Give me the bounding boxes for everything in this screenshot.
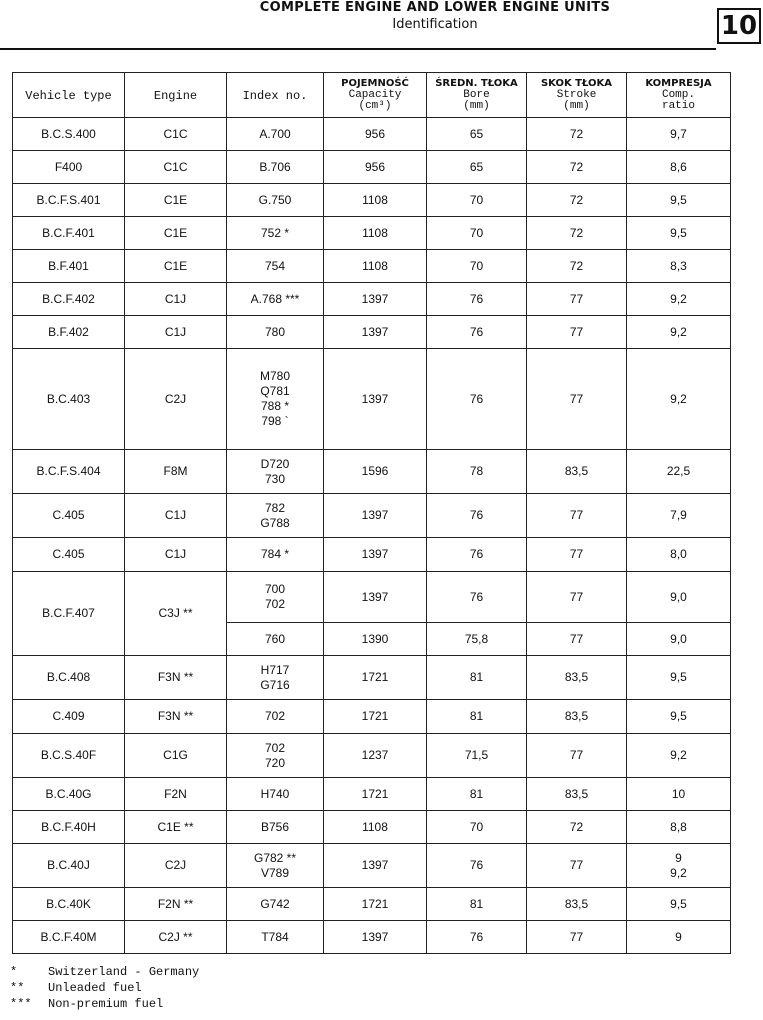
bore-cell: 76: [427, 538, 527, 572]
table-row: [13, 250, 731, 283]
index-no-cell-line: 752 *: [260, 225, 290, 240]
index-no-cell-line: A.700: [259, 126, 291, 141]
compression-ratio-cell-line: 9,2: [670, 291, 687, 306]
header-unit: (mm): [463, 100, 490, 112]
compression-ratio-cell: [627, 700, 731, 734]
capacity-cell: 1397: [324, 538, 427, 572]
index-no-cell: [227, 734, 324, 778]
engine-cell: C1J: [125, 316, 227, 349]
stroke-cell: 77: [527, 844, 627, 888]
capacity-cell: 1596: [324, 450, 427, 494]
index-no-cell-line: B756: [260, 819, 290, 834]
table-row: [13, 283, 731, 316]
compression-ratio-cell: [627, 921, 731, 954]
engine-cell: C1J: [125, 283, 227, 316]
bore-cell: 70: [427, 811, 527, 844]
header-vehicle-type: [13, 73, 125, 118]
stroke-cell: 72: [527, 811, 627, 844]
capacity-cell: 1721: [324, 888, 427, 921]
capacity-cell: 1237: [324, 734, 427, 778]
compression-ratio-cell-line: 9,7: [670, 126, 687, 141]
bore-cell: 78: [427, 450, 527, 494]
stroke-cell: 77: [527, 494, 627, 538]
vehicle-type-cell: B.C.40J: [13, 844, 125, 888]
compression-ratio-cell: [627, 450, 731, 494]
vehicle-type-cell: B.C.403: [13, 349, 125, 450]
index-no-cell: [227, 572, 324, 623]
capacity-cell: 1397: [324, 572, 427, 623]
engine-cell: C1E: [125, 217, 227, 250]
stroke-cell: 77: [527, 538, 627, 572]
stroke-cell: 83,5: [527, 888, 627, 921]
header-label: Stroke: [556, 89, 597, 101]
table-row: [13, 538, 731, 572]
header-unit: (cm³): [358, 100, 392, 112]
stroke-cell: 77: [527, 623, 627, 656]
vehicle-type-cell: B.C.F.S.404: [13, 450, 125, 494]
header-label: Comp.: [661, 89, 695, 101]
footnote: [10, 996, 510, 1012]
compression-ratio-cell-line: 8,8: [670, 819, 687, 834]
compression-ratio-cell-line: 9,5: [670, 192, 687, 207]
header-compression-ratio: [627, 73, 731, 118]
table-row: [13, 921, 731, 954]
bore-cell: 70: [427, 250, 527, 283]
index-no-cell-line: 780: [264, 324, 286, 339]
compression-ratio-cell-line: 8,6: [670, 159, 687, 174]
table-row: [13, 151, 731, 184]
compression-ratio-cell-line: 8,3: [670, 258, 687, 273]
stroke-cell: 72: [527, 184, 627, 217]
vehicle-type-cell: B.C.S.400: [13, 118, 125, 151]
table-row: [13, 656, 731, 700]
index-no-cell-line: M780: [259, 369, 291, 383]
compression-ratio-cell: [627, 572, 731, 623]
footnote-text: Non-premium fuel: [48, 997, 164, 1011]
table-row: [13, 217, 731, 250]
bore-cell: 76: [427, 844, 527, 888]
header-label-pl: KOMPRESJA: [645, 78, 712, 89]
compression-ratio-cell: [627, 283, 731, 316]
bore-cell: 76: [427, 921, 527, 954]
header-label-pl: SKOK TŁOKA: [540, 78, 613, 89]
header-label: Index no.: [242, 88, 308, 103]
table-row: [13, 494, 731, 538]
compression-ratio-cell: [627, 811, 731, 844]
bore-cell: 81: [427, 656, 527, 700]
engine-cell: C1E **: [125, 811, 227, 844]
section-number-badge: 10: [717, 8, 761, 44]
index-no-cell-line: 788 *: [260, 399, 290, 413]
footnotes: [10, 964, 510, 1012]
vehicle-type-cell: B.C.S.40F: [13, 734, 125, 778]
index-no-cell: [227, 184, 324, 217]
compression-ratio-cell-line: 9,0: [670, 631, 687, 646]
vehicle-type-cell: B.C.40G: [13, 778, 125, 811]
index-no-cell-line: H740: [260, 786, 290, 801]
vehicle-type-cell: B.C.F.S.401: [13, 184, 125, 217]
index-no-cell: [227, 844, 324, 888]
table-row: [13, 572, 731, 623]
stroke-cell: 83,5: [527, 778, 627, 811]
compression-ratio-cell: [627, 118, 731, 151]
vehicle-type-cell: C.405: [13, 494, 125, 538]
bore-cell: 76: [427, 349, 527, 450]
index-no-cell-line: 760: [264, 631, 286, 646]
table-row: [13, 811, 731, 844]
index-no-cell-line: 730: [264, 471, 286, 486]
table-row: [13, 450, 731, 494]
capacity-cell: 1397: [324, 844, 427, 888]
header-bore: [427, 73, 527, 118]
index-no-cell: [227, 811, 324, 844]
compression-ratio-cell-line: 10: [671, 786, 686, 801]
capacity-cell: 1397: [324, 921, 427, 954]
engine-cell: C1E: [125, 250, 227, 283]
index-no-cell-line: G742: [260, 896, 290, 911]
capacity-cell: 1397: [324, 349, 427, 450]
vehicle-type-cell: B.C.F.402: [13, 283, 125, 316]
index-no-cell-line: T784: [261, 929, 289, 944]
capacity-cell: 1108: [324, 217, 427, 250]
bore-cell: 65: [427, 118, 527, 151]
index-no-cell: [227, 450, 324, 494]
engine-cell: F2N **: [125, 888, 227, 921]
compression-ratio-cell-line: 9,0: [670, 589, 687, 604]
header-unit: ratio: [661, 100, 695, 112]
engine-cell: C2J **: [125, 921, 227, 954]
index-no-cell-line: 702: [264, 709, 286, 723]
vehicle-type-cell: B.F.402: [13, 316, 125, 349]
compression-ratio-cell-line: 9,2: [670, 391, 687, 406]
vehicle-type-cell: B.C.F.40M: [13, 921, 125, 954]
compression-ratio-cell: [627, 217, 731, 250]
stroke-cell: 72: [527, 151, 627, 184]
index-no-cell: [227, 700, 324, 734]
footnote: [10, 964, 510, 980]
stroke-cell: 83,5: [527, 450, 627, 494]
header-index-no: [227, 73, 324, 118]
compression-ratio-cell-line: 9: [675, 929, 682, 944]
index-no-cell-line: B.706: [259, 159, 291, 174]
engine-cell: C2J: [125, 844, 227, 888]
header-stroke: [527, 73, 627, 118]
table-row: [13, 844, 731, 888]
header-capacity: [324, 73, 427, 118]
bore-cell: 76: [427, 572, 527, 623]
compression-ratio-cell: [627, 184, 731, 217]
bore-cell: 76: [427, 283, 527, 316]
index-no-cell: [227, 623, 324, 656]
index-no-cell-line: 702: [264, 740, 286, 755]
compression-ratio-cell-line: 8,0: [670, 547, 687, 561]
header-label: Vehicle type: [25, 88, 112, 103]
capacity-cell: 1721: [324, 778, 427, 811]
index-no-cell-line: 720: [264, 755, 286, 770]
index-no-cell: [227, 283, 324, 316]
compression-ratio-cell: [627, 888, 731, 921]
stroke-cell: 72: [527, 118, 627, 151]
stroke-cell: 83,5: [527, 656, 627, 700]
vehicle-type-cell: B.C.F.40H: [13, 811, 125, 844]
footnote-text: Unleaded fuel: [48, 981, 142, 995]
capacity-cell: 1397: [324, 316, 427, 349]
engine-cell: F8M: [125, 450, 227, 494]
index-no-cell: [227, 349, 324, 450]
engine-cell: C3J **: [125, 572, 227, 656]
compression-ratio-cell: [627, 734, 731, 778]
stroke-cell: 77: [527, 349, 627, 450]
engine-cell: C1C: [125, 151, 227, 184]
table-row: [13, 888, 731, 921]
header-label: Engine: [153, 88, 198, 103]
index-no-cell: [227, 656, 324, 700]
compression-ratio-cell-line: 9,5: [670, 896, 687, 911]
index-no-cell-line: 700: [264, 582, 286, 596]
compression-ratio-cell: [627, 151, 731, 184]
compression-ratio-cell: [627, 538, 731, 572]
index-no-cell: [227, 778, 324, 811]
capacity-cell: 1397: [324, 283, 427, 316]
header-label: Bore: [463, 89, 490, 101]
capacity-cell: 1397: [324, 494, 427, 538]
stroke-cell: 77: [527, 734, 627, 778]
table-row: [13, 316, 731, 349]
vehicle-type-cell: B.F.401: [13, 250, 125, 283]
table-body: [13, 118, 731, 954]
table-row: [13, 349, 731, 450]
compression-ratio-cell-line: 9,5: [670, 709, 687, 723]
vehicle-type-cell: C.409: [13, 700, 125, 734]
index-no-cell: [227, 494, 324, 538]
index-no-cell: [227, 888, 324, 921]
index-no-cell-line: 782: [264, 500, 286, 515]
stroke-cell: 72: [527, 250, 627, 283]
footnote: [10, 980, 510, 996]
bore-cell: 76: [427, 494, 527, 538]
table-row: [13, 700, 731, 734]
index-no-cell: [227, 118, 324, 151]
capacity-cell: 1390: [324, 623, 427, 656]
index-no-cell-line: G716: [260, 677, 290, 692]
stroke-cell: 77: [527, 283, 627, 316]
bore-cell: 81: [427, 700, 527, 734]
footnote-mark: ***: [10, 997, 32, 1011]
page-header: [0, 0, 763, 52]
index-no-cell-line: G788: [260, 515, 290, 530]
bore-cell: 65: [427, 151, 527, 184]
compression-ratio-cell-line: 9: [675, 850, 682, 865]
index-no-cell-line: 702: [264, 597, 286, 611]
capacity-cell: 1721: [324, 656, 427, 700]
engine-cell: C1E: [125, 184, 227, 217]
bore-cell: 81: [427, 778, 527, 811]
compression-ratio-cell-line: 9,2: [670, 748, 687, 762]
index-no-cell-line: Q781: [260, 384, 290, 398]
bore-cell: 70: [427, 217, 527, 250]
table-row: [13, 734, 731, 778]
footnote-mark: **: [10, 981, 25, 995]
footnote-text: Switzerland - Germany: [48, 965, 200, 979]
table-header-row: [13, 73, 731, 118]
header-label: Capacity: [348, 89, 402, 101]
index-no-cell: [227, 250, 324, 283]
capacity-cell: 1108: [324, 811, 427, 844]
engine-cell: C1G: [125, 734, 227, 778]
stroke-cell: 83,5: [527, 700, 627, 734]
engine-cell: F2N: [125, 778, 227, 811]
bore-cell: 81: [427, 888, 527, 921]
vehicle-type-cell: B.C.408: [13, 656, 125, 700]
compression-ratio-cell: [627, 656, 731, 700]
vehicle-type-cell: B.C.F.401: [13, 217, 125, 250]
stroke-cell: 72: [527, 217, 627, 250]
header-divider: [0, 48, 716, 50]
vehicle-type-cell: C.405: [13, 538, 125, 572]
stroke-cell: 77: [527, 572, 627, 623]
index-no-cell-line: D720: [260, 456, 290, 471]
compression-ratio-cell: [627, 494, 731, 538]
engine-identification-table: [12, 72, 731, 954]
bore-cell: 70: [427, 184, 527, 217]
bore-cell: 75,8: [427, 623, 527, 656]
engine-cell: C2J: [125, 349, 227, 450]
page-subtitle: Identification: [392, 17, 478, 32]
index-no-cell-line: 784 *: [260, 547, 290, 561]
index-no-cell: [227, 217, 324, 250]
compression-ratio-cell: [627, 349, 731, 450]
compression-ratio-cell: [627, 844, 731, 888]
engine-cell: C1J: [125, 538, 227, 572]
header-label-pl: ŚREDN. TŁOKA: [435, 78, 518, 89]
engine-cell: C1C: [125, 118, 227, 151]
compression-ratio-cell: [627, 778, 731, 811]
index-no-cell-line: G.750: [258, 192, 292, 207]
capacity-cell: 1108: [324, 184, 427, 217]
engine-cell: C1J: [125, 494, 227, 538]
compression-ratio-cell-line: 9,2: [670, 324, 687, 339]
index-no-cell: [227, 151, 324, 184]
index-no-cell: [227, 316, 324, 349]
compression-ratio-cell-line: 9,5: [670, 670, 687, 684]
header-unit: (mm): [563, 100, 590, 112]
capacity-cell: 956: [324, 118, 427, 151]
compression-ratio-cell: [627, 316, 731, 349]
table-row: [13, 118, 731, 151]
capacity-cell: 956: [324, 151, 427, 184]
bore-cell: 76: [427, 316, 527, 349]
header-engine: [125, 73, 227, 118]
engine-cell: F3N **: [125, 700, 227, 734]
vehicle-type-cell: B.C.F.407: [13, 572, 125, 656]
compression-ratio-cell-line: 7,9: [670, 508, 687, 522]
vehicle-type-cell: F400: [13, 151, 125, 184]
capacity-cell: 1721: [324, 700, 427, 734]
capacity-cell: 1108: [324, 250, 427, 283]
vehicle-type-cell: B.C.40K: [13, 888, 125, 921]
compression-ratio-cell: [627, 623, 731, 656]
stroke-cell: 77: [527, 316, 627, 349]
compression-ratio-cell-line: 9,2: [670, 865, 687, 880]
footnote-mark: *: [10, 965, 18, 979]
table-row: [13, 184, 731, 217]
index-no-cell-line: 798 `: [261, 414, 289, 428]
compression-ratio-cell-line: 9,5: [670, 225, 687, 240]
table-row: [13, 778, 731, 811]
index-no-cell-line: V789: [260, 865, 290, 880]
index-no-cell: [227, 538, 324, 572]
bore-cell: 71,5: [427, 734, 527, 778]
index-no-cell: [227, 921, 324, 954]
stroke-cell: 77: [527, 921, 627, 954]
compression-ratio-cell: [627, 250, 731, 283]
index-no-cell-line: 754: [264, 258, 286, 273]
header-label-pl: POJEMNOŚĆ: [341, 78, 409, 89]
index-no-cell-line: G782 **: [253, 850, 297, 865]
index-no-cell-line: A.768 ***: [250, 291, 300, 306]
page-title: COMPLETE ENGINE AND LOWER ENGINE UNITS: [259, 0, 611, 15]
compression-ratio-cell-line: 22,5: [666, 464, 691, 478]
engine-cell: F3N **: [125, 656, 227, 700]
index-no-cell-line: H717: [260, 662, 290, 677]
